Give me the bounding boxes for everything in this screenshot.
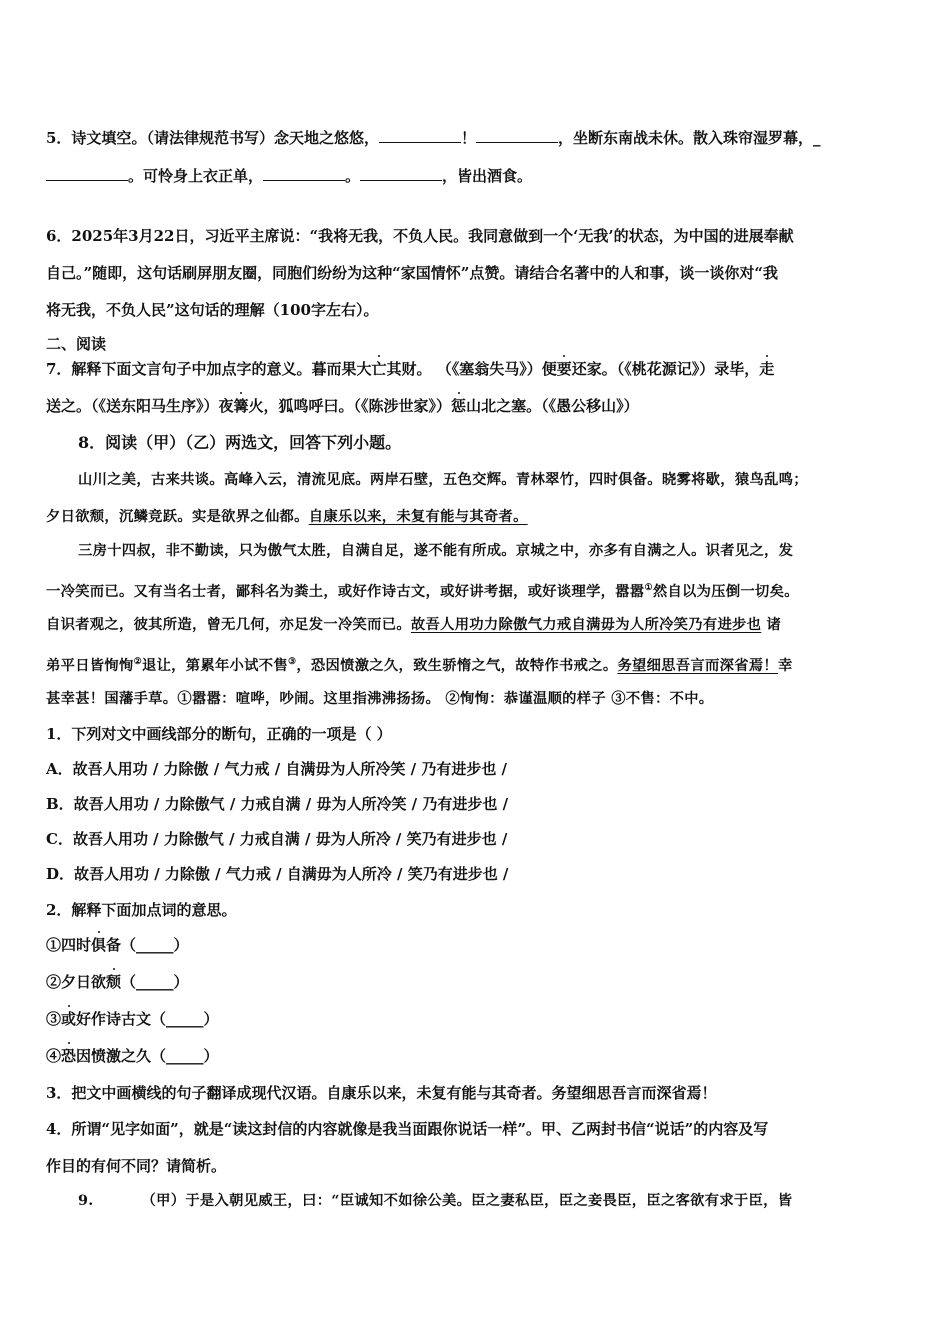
- q8-yi-line4: [46, 652, 910, 676]
- q8-yi-underlined-1: 故吾人用功力除傲气力戒自满毋为人所冷笑乃有进步也: [410, 617, 762, 633]
- q8-s1-option-a[interactable]: A．故吾人用功 / 力除傲 / 气力戒 / 自满毋为人所冷笑 / 乃有进步也 /: [46, 760, 508, 778]
- q8-s2-item-3: [46, 1009, 910, 1029]
- q8-s1-option-d[interactable]: D．故吾人用功 / 力除傲 / 气力戒 / 自满毋为人所冷 / 笑乃有进步也 /: [46, 865, 509, 883]
- q8-s3: 3．把文中画横线的句子翻译成现代汉语。自康乐以来，未复有能与其奇者。务望细思吾言而深省焉！: [46, 1084, 717, 1102]
- q9-line1: [78, 1191, 910, 1211]
- q7-dotted-char: 走: [759, 360, 775, 378]
- q5-text-c: ，坐断东南战未休。散入珠帘湿罗幕，: [557, 129, 813, 147]
- q5-blank-2[interactable]: [476, 128, 558, 143]
- q8-s2-dotted-char: 或: [61, 1010, 77, 1028]
- q7-text: 7．解释下面文言句子中加点字的意义。暮而果大: [46, 360, 372, 378]
- q7-dotted-char: 篝: [233, 397, 249, 415]
- q8-jia-underlined: 自康乐以来，未复有能与其奇者。: [308, 509, 528, 525]
- q8-yi-line1: 三房十四叔，非不勤读，只为傲气太胜，自满自足，遂不能有所成。京城之中，亦多有自满之人。识者见之，发: [78, 543, 794, 559]
- q8-s2-text: ④: [46, 1047, 62, 1065]
- q9-number: 9.: [78, 1193, 94, 1209]
- q5-line2: [46, 166, 910, 186]
- q8-s2-dotted-char: 恐: [61, 1047, 77, 1065]
- q7-dotted-char: 惩: [451, 397, 467, 415]
- q8-yi-text: 诸: [761, 617, 782, 633]
- q8-s2-text: ②夕日欲: [46, 973, 107, 991]
- q8-yi-underlined-2: 务望细思吾言而深省焉！: [617, 657, 779, 674]
- q5-line1: [46, 128, 910, 148]
- q8-s2-item-4: [46, 1046, 910, 1066]
- q5-blank-1[interactable]: [379, 128, 461, 143]
- q8-yi-text: 幸: [778, 657, 793, 674]
- q8-yi-text: 弟平日皆恂恂: [46, 657, 134, 674]
- q8-jia-line1: 山川之美，古来共谈。高峰入云，清流见底。两岸石壁，五色交辉。青林翠竹，四时俱备。晓雾将歇，猿鸟乱鸣；: [78, 472, 808, 488]
- q8-jia-line2: [46, 507, 910, 527]
- q7-text: 火，狐鸣呼曰。（《陈涉世家》）: [248, 397, 452, 415]
- q6-line3: 将无我，不负人民”这句话的理解（100字左右）。: [46, 301, 379, 319]
- q8-s2-dotted-char: 俱: [91, 936, 107, 954]
- q8-yi-text: 退让，第累年小试不售: [141, 657, 288, 674]
- q7-dotted-char: 要: [556, 360, 572, 378]
- q8-yi-line5: 甚幸甚！国藩手草。①嚣嚣：喧哗，吵闹。这里指沸沸扬扬。 ②恂恂：恭谨温顺的样子 ③不售：不中。: [46, 691, 714, 707]
- q5-blank-5[interactable]: [360, 166, 442, 181]
- q8-yi-line2: [46, 578, 910, 602]
- q8-yi-text: ，恐因愤激之久，致生骄惰之气，故特作书戒之。: [296, 657, 618, 674]
- q5-blank-4[interactable]: [263, 166, 345, 181]
- q8-title: 8．阅读（甲）（乙）两选文，回答下列小题。: [78, 433, 402, 452]
- q7-text: 送之。（《送东阳马生序》）夜: [46, 397, 234, 415]
- footnote-mark: ③: [287, 657, 297, 667]
- q8-s2-answer-slot[interactable]: 备（_____）: [106, 936, 189, 954]
- q7-text: 山北之塞。（《愚公移山》）: [466, 397, 639, 415]
- q8-s2-answer-slot[interactable]: （_____）: [121, 973, 189, 991]
- q5-text-f: 。: [345, 167, 361, 185]
- q8-s2-text: ③: [46, 1010, 62, 1028]
- q7-line2: [46, 396, 910, 416]
- q5-text-e: 。可怜身上衣正单，: [128, 167, 264, 185]
- q5-blank-3[interactable]: [46, 166, 128, 181]
- q8-s2-answer-slot[interactable]: 因愤激之久（_____）: [76, 1047, 219, 1065]
- q6-line1: 6．2025年3月22日，习近平主席说：“我将无我，不负人民。我同意做到一个‘无我’的状态，为中国的进展奉献: [46, 227, 794, 245]
- q5-text-g: ，皆出酒食。: [442, 167, 533, 185]
- q6-line2: 自己。”随即，这句话刷屏朋友圈，同胞们纷纷为这种“家国情怀”点赞。请结合名著中的人和事，谈一谈你对“我: [46, 264, 779, 282]
- section-title-reading: 二、阅读: [46, 335, 107, 353]
- q8-yi-text: 然自以为压倒一切矣。: [652, 583, 799, 600]
- q8-s2-item-2: [46, 972, 910, 992]
- q8-yi-text: 一冷笑而已。又有当名士者，鄙科名为粪土，或好作诗古文，或好讲考据，或好谈理学，嚣嚣: [46, 583, 645, 600]
- q8-s2-text: ①四时: [46, 936, 92, 954]
- footnote-mark: ②: [133, 657, 142, 667]
- q8-yi-line3: [46, 615, 910, 635]
- q7-text: 其财。 （《塞翁失马》）便: [386, 360, 557, 378]
- q8-jia-text: 夕日欲颓，沉鳞竞跃。实是欲界之仙都。: [46, 509, 309, 525]
- q5-text-d: _: [812, 129, 821, 147]
- q7-line1: [46, 359, 910, 379]
- q7-text: 还家。（《桃花源记》）录毕，: [571, 360, 760, 378]
- q8-s1-stem: 1．下列对文中画线部分的断句，正确的一项是（ ）: [46, 725, 392, 743]
- q8-s2-stem: 2．解释下面加点词的意思。: [46, 901, 237, 919]
- q8-s2-dotted-char: 颓: [106, 973, 122, 991]
- q9-text: （甲）于是入朝见威王，曰：“臣诚知不如徐公美。臣之妻私臣，臣之妾畏臣，臣之客欲有求于臣，皆: [141, 1193, 793, 1209]
- q7-dotted-char: 亡: [371, 360, 387, 378]
- q5-text-a: 5．诗文填空。（请法律规范书写）念天地之悠悠，: [46, 129, 379, 147]
- q8-s2-answer-slot[interactable]: 好作诗古文（_____）: [76, 1010, 219, 1028]
- q8-s4-line1: 4．所谓“见字如面”，就是“读这封信的内容就像是我当面跟你说话一样”。甲、乙两封书信“说话”的内容及写: [46, 1120, 769, 1138]
- q8-yi-text: 自识者观之，彼其所造，曾无几何，亦足发一冷笑而已。: [46, 617, 411, 633]
- footnote-mark: ①: [644, 583, 653, 593]
- q8-s1-option-b[interactable]: B．故吾人用功 / 力除傲气 / 力戒自满 / 毋为人所冷笑 / 乃有进步也 /: [46, 795, 509, 813]
- q8-s1-option-c[interactable]: C．故吾人用功 / 力除傲气 / 力戒自满 / 毋为人所冷 / 笑乃有进步也 /: [46, 830, 508, 848]
- q8-s4-line2: 作目的有何不同？请简析。: [46, 1157, 227, 1175]
- q5-text-b: ！: [460, 129, 476, 147]
- q8-s2-item-1: [46, 935, 910, 955]
